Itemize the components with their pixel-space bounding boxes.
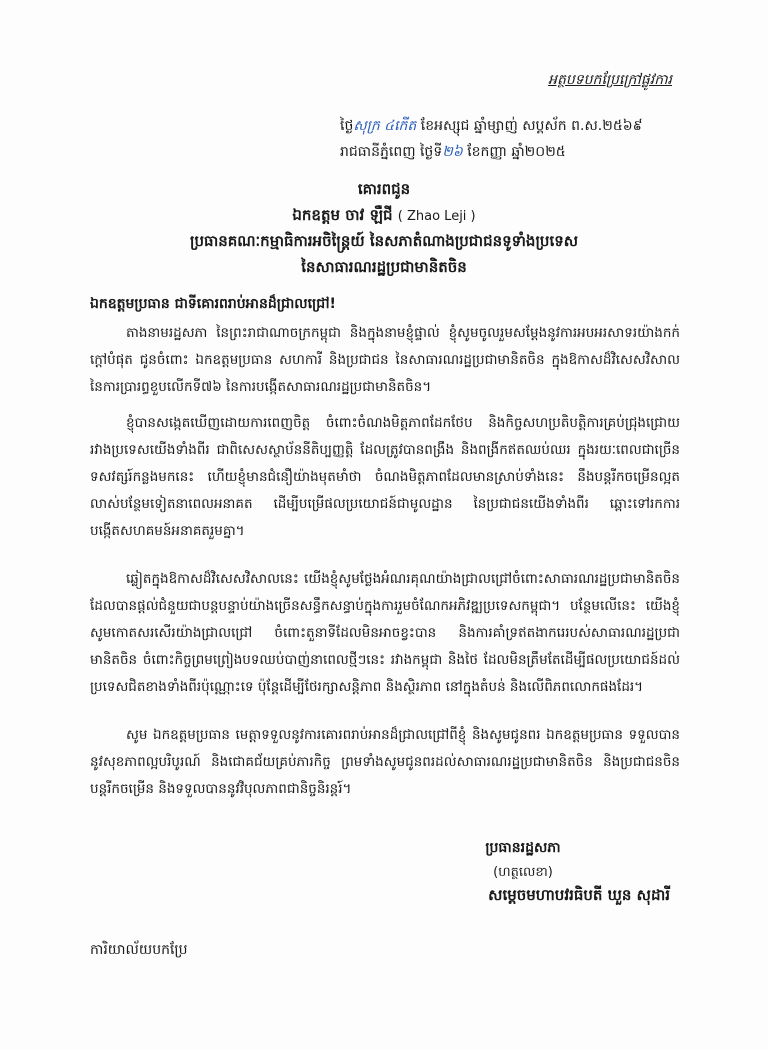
signed-mark: (ហត្ថលេខា) (493, 865, 553, 880)
unofficial-translation-label: អត្ថបទបកប្រែក្រៅផ្លូវការ (548, 72, 672, 88)
signatory-title: ប្រធានរដ្ឋសភា (485, 840, 561, 856)
recipient-name-khmer: ឯកឧត្តម ចាវ ឡឺជី (292, 206, 393, 224)
lunar-date-prefix: ថ្ងៃ (340, 118, 354, 134)
gregorian-date-prefix: រាជធានីភ្នំពេញ ថ្ងៃទី (340, 144, 443, 160)
salutation: ឯកឧត្តមប្រធាន ជាទីគោរពរាប់អានដ៏ជ្រាលជ្រៅ! (90, 296, 336, 312)
lunar-date-handwritten: សុក្រ ៤កើត (353, 118, 417, 134)
gregorian-date-handwritten: ២៦ (442, 144, 463, 160)
body-paragraph-2: ខ្ញុំបានសង្កេតឃើញដោយការពេញចិត្ត ចំពោះចំណងមិត្តភាពដែកថែប និងកិច្ចសហប្រតិបត្តិការគ្រប់ជ្រុងជ្រោយ រវាងប្រទេសយើងទាំងពីរ ជាពិសេសស្ថាប័ននីតិប្បញ្ញត្តិ ដែលត្រូវបានពង្រឹង និងពង្រីកឥតឈប់ឈរ ក្នុងរយៈពេលជាច្រើនទសវត្សរ៍កន្លងមកនេះ ហើយខ្ញុំមានជំនឿយ៉ាងមុតមាំថា ចំណងមិត្តភាពដែលមានស្រាប់ទាំងនេះ នឹងបន្តរីកចម្រើនល្អតលាស់បន្ថែមទៀតនាពេលអនាគត ដើម្បីបម្រើផលប្រយោជន៍ជាមូលដ្ឋាន នៃប្រជាជនយើងទាំងពីរ ឆ្ពោះទៅរកការបង្កើតសហគមន៍អនាគតរួមគ្នា។ (90, 415, 680, 539)
recipient-title-line2: នៃសាធារណរដ្ឋប្រជាមានិតចិន (301, 258, 467, 276)
body-paragraph-4: សូម ឯកឧត្តមប្រធាន មេត្តាទទួលនូវការគោរពរាប់អានដ៏ជ្រាលជ្រៅពីខ្ញុំ និងសូមជូនពរ ឯកឧត្តមប្រធាន ទទួលបាននូវសុខភាពល្អបរិបូរណ៍ និងជោគជ័យគ្រប់ភារកិច្ច ព្រមទាំងសូមជូនពរដល់សាធារណរដ្ឋប្រជាមានិតចិន និងប្រជាជនចិន បន្តរីកចម្រើន និងទទួលបាននូវវិបុលភាពជានិច្ចនិរន្តរ៍។ (90, 727, 680, 797)
translation-office-note: ការិយាល័យបកប្រែ (90, 942, 188, 958)
gregorian-date-line (340, 142, 700, 163)
signatory-name: សម្តេចមហាបវរធិបតី ឃួន សុដារី (488, 886, 670, 904)
body-paragraph-1: តាងនាមរដ្ឋសភា នៃព្រះរាជាណាចក្រកម្ពុជា និងក្នុងនាមខ្ញុំផ្ទាល់ ខ្ញុំសូមចូលរួមសម្តែងនូវការអបអរសាទរយ៉ាងកក់ក្តៅបំផុត ជូនចំពោះ ឯកឧត្តមប្រធាន សហការី និងប្រជាជន នៃសាធារណរដ្ឋប្រជាមានិតចិន ក្នុងឱកាសដ៏វិសេសវិសាល នៃការប្រារព្ធខួបលើកទី៧៦ នៃការបង្កើតសាធារណរដ្ឋប្រជាមានិតចិន។ (90, 325, 680, 395)
respectfully-to: គោរពជូន (357, 180, 411, 198)
recipient-title-line1: ប្រធានគណៈកម្មាធិការអចិន្ត្រៃយ៍ នៃសភាតំណាងប្រជាជនទូទាំងប្រទេស (189, 232, 579, 250)
recipient-name-line (70, 206, 698, 228)
lunar-date-line (340, 116, 700, 137)
recipient-name-latin: ( Zhao Leji ) (397, 209, 476, 224)
lunar-date-rest: ខែអស្សុជ ឆ្នាំម្សាញ់ សប្តស័ក ព.ស.២៥៦៩ (420, 118, 643, 134)
gregorian-date-rest: ខែកញ្ញា ឆ្នាំ២០២៥ (467, 144, 566, 160)
body-paragraph-3: ឆ្លៀតក្នុងឱកាសដ៏វិសេសវិសាលនេះ យើងខ្ញុំសូមថ្លែងអំណរគុណយ៉ាងជ្រាលជ្រៅចំពោះសាធារណរដ្ឋប្រជាមានិតចិន ដែលបានផ្តល់ជំនួយជាបន្តបន្ទាប់យ៉ាងច្រើនសន្ធឹកសន្ធាប់ក្នុងការរួមចំណែកអភិវឌ្ឍប្រទេសកម្ពុជា។ បន្ថែមលើនេះ យើងខ្ញុំសូមកោតសរសើរយ៉ាងជ្រាលជ្រៅ ចំពោះតួនាទីដែលមិនអាចខ្វះបាន និងការគាំទ្រឥតងាករេរបស់សាធារណរដ្ឋប្រជាមានិតចិន ចំពោះកិច្ចព្រមព្រៀងបទឈប់បាញ់នាពេលថ្មីៗនេះ រវាងកម្ពុជា និងថៃ ដែលមិនត្រឹមតែដើម្បីផលប្រយោជន៍ដល់ប្រទេសជិតខាងទាំងពីរប៉ុណ្ណោះទេ ប៉ុន្តែដើម្បីថែរក្សាសន្តិភាព និងស្ថិរភាព នៅក្នុងតំបន់ និងលើពិភពលោកផងដែរ។ (90, 571, 680, 695)
